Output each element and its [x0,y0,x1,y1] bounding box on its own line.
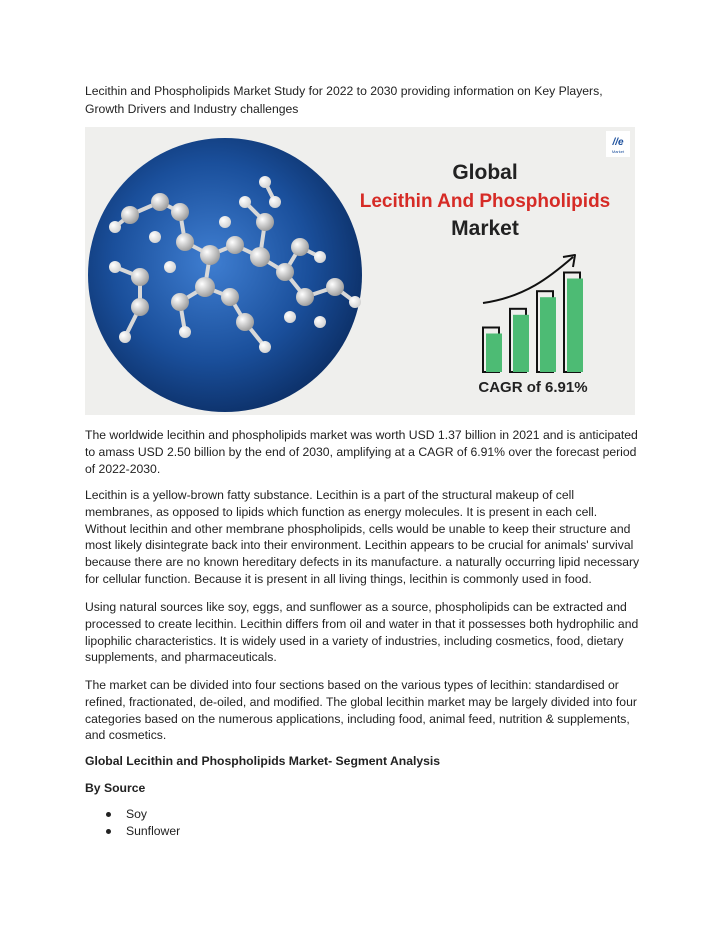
paragraph-market-size: The worldwide lecithin and phospholipids market was worth USD 1.37 billion in 2021 and is anticipated to amass USD 2.50 billion by the end of 2030, amplifying at a CAGR of 6.91% over the forecast period of 2022-2030. [85,428,638,476]
segment-analysis-heading: Global Lecithin and Phospholipids Market- Segment Analysis [85,754,441,768]
banner-heading-global: Global [452,161,518,184]
growth-bar [513,315,529,372]
svg-text://e: //e [612,137,624,148]
bullet-icon [106,829,111,834]
list-item-label: Soy [126,807,148,821]
by-source-heading: By Source [85,781,146,795]
growth-arrow-icon [483,255,575,303]
market-banner-image [85,127,635,415]
source-list [85,806,180,840]
logo-badge [606,131,630,157]
growth-bar [486,334,502,373]
molecule-sphere [88,138,362,412]
banner-graphic [85,127,635,415]
list-item-label: Sunflower [126,824,181,838]
paragraph-market-segments: The market can be divided into four sections based on the various types of lecithin: standardised or refined, fractionated, de-oiled, and modified. The global lecithin market may be largely divided into four categories based on the numerous applications, including food, animal feed, nutrition & supplements, and cosmetics. [85,678,637,743]
logo-text: Market [611,149,625,154]
growth-bar [540,297,556,372]
banner-heading-market: Market [451,217,519,240]
list-item [85,823,180,840]
paragraph-lecithin-sources: Using natural sources like soy, eggs, and sunflower as a source, phospholipids can be extracted and processed to create lecithin. Lecithin differs from oil and water in that it possesses both hydrophilic and lipophilic characteristics. It is widely used in a variety of industries, including cosmetics, food, dietary supplements, and pharmaceuticals. [85,600,639,665]
bullet-icon [106,812,111,817]
paragraph-lecithin-definition: Lecithin is a yellow-brown fatty substance. Lecithin is a part of the structural makeup of cell membranes, as opposed to lipids which function as energy molecules. It is present in each cell. Without lecithin and other membrane phospholipids, cells would be unable to keep their structure and most likely disintegrate back into their environment. Lecithin appears to be crucial for animals' survival because there are no known hereditary defects in its manufacture. a naturally occurring lipid necessary for cellular function. Because it is present in all living things, lecithin is commonly used in food. [85,488,640,586]
document-title: Lecithin and Phospholipids Market Study for 2022 to 2030 providing information on Key Players, Growth Drivers and Industry challenges [85,84,603,116]
list-item [85,806,180,823]
cagr-label: CAGR of 6.91% [478,379,588,396]
banner-heading-product: Lecithin And Phospholipids [359,191,611,212]
growth-bar [567,279,583,373]
